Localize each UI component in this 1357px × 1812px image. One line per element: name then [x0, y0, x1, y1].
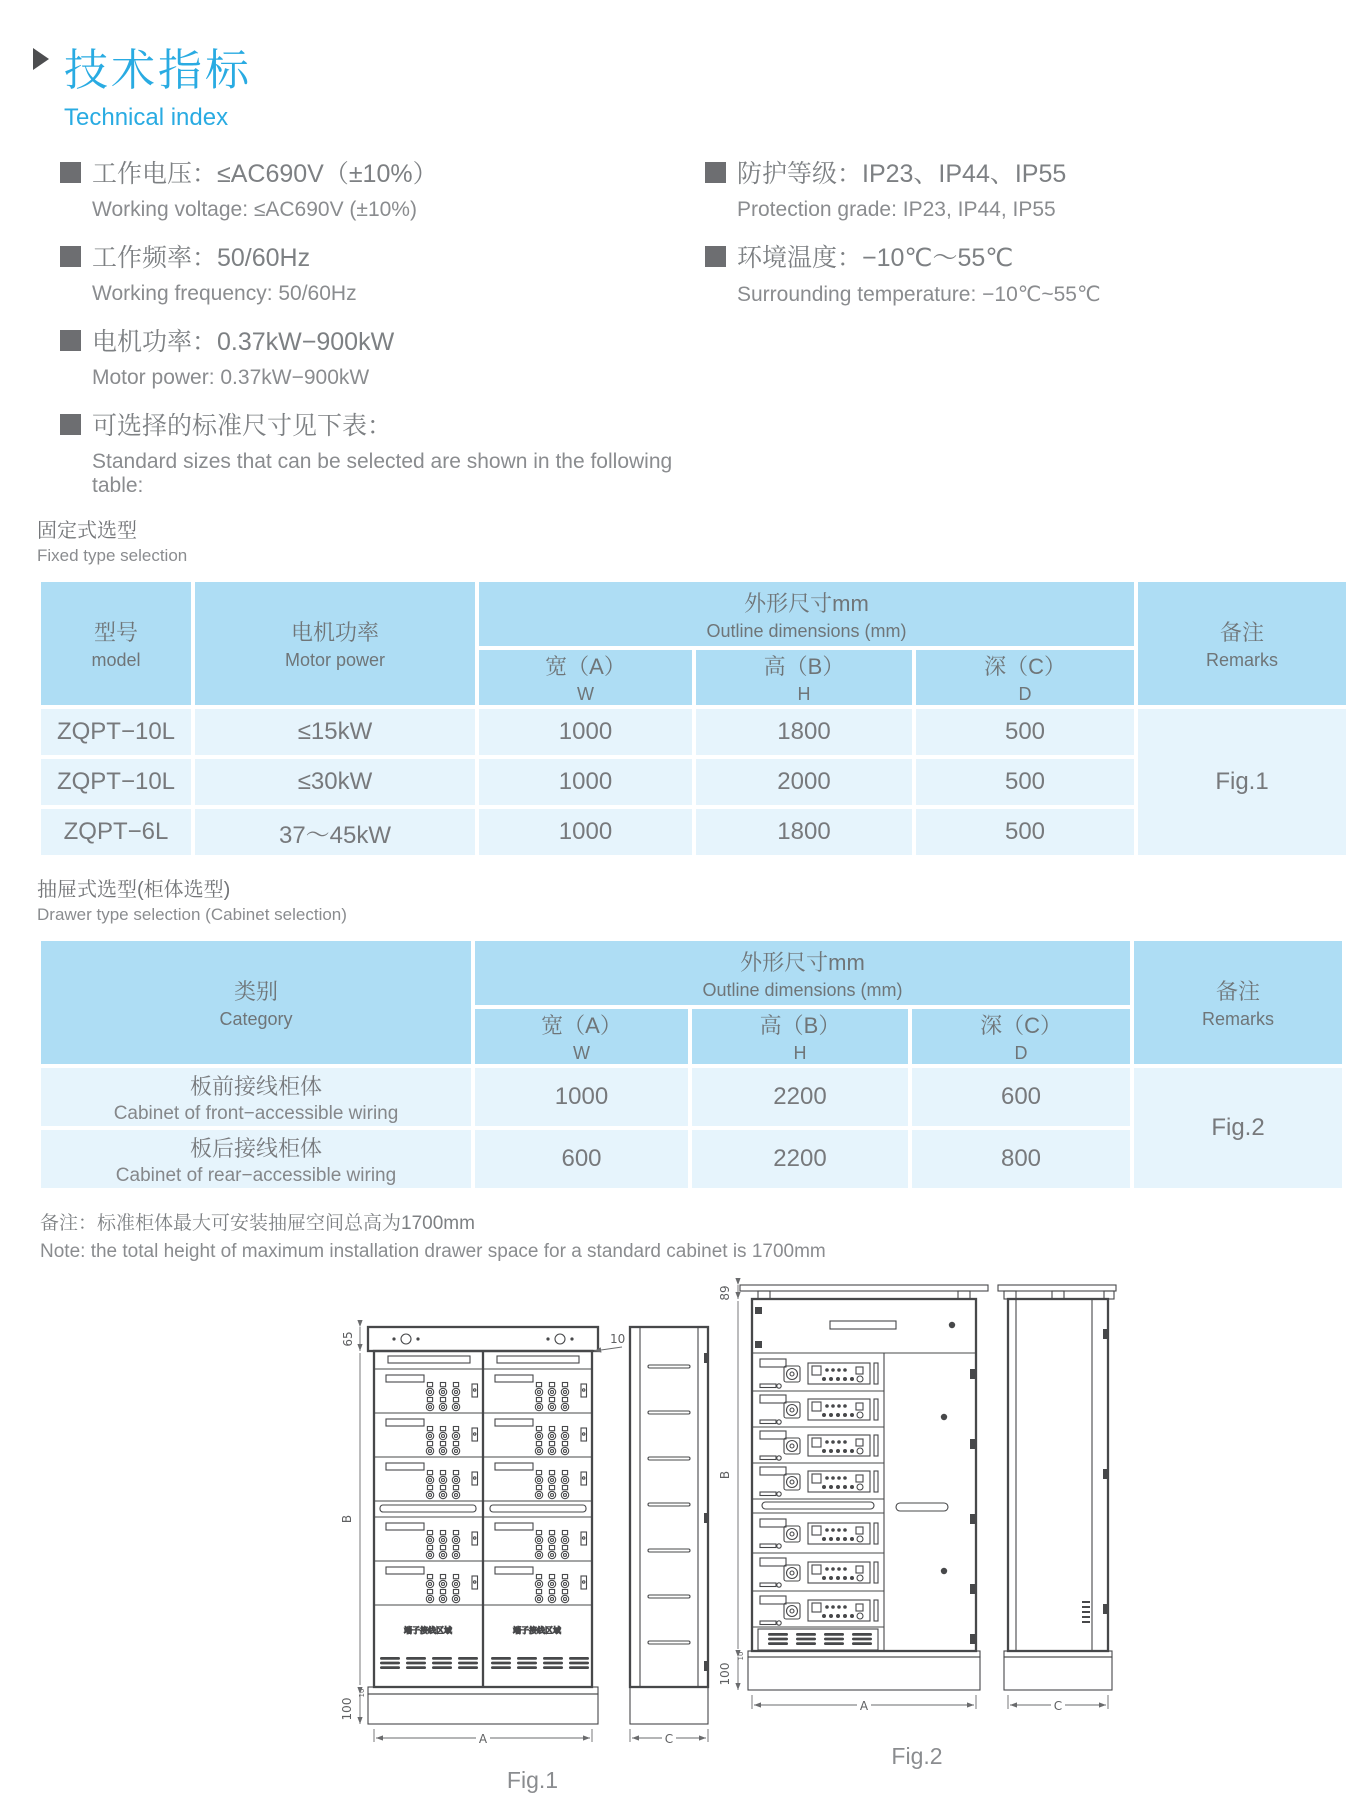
- cell-height: 1800: [696, 709, 912, 755]
- spec-column-left: [60, 154, 680, 498]
- cell-power: ≤15kW: [195, 709, 475, 755]
- col-header-category: 类别 Category: [41, 941, 471, 1064]
- spec-en-text: Working voltage: ≤AC690V (±10%): [92, 198, 417, 221]
- col-header-motor-power: 电机功率 Motor power: [195, 582, 475, 705]
- fig1-terminal-area-label: 端子接线区域: [404, 1626, 452, 1635]
- spec-standard-sizes-intro: [60, 406, 680, 498]
- col-header-outline-dimensions: 外形尺寸mm Outline dimensions (mm): [475, 941, 1130, 1005]
- cell-width: 1000: [479, 809, 692, 855]
- spec-cn-text: 电机功率：0.37kW−900kW: [92, 328, 395, 356]
- cell-remarks: Fig.1: [1138, 709, 1346, 855]
- square-bullet-icon: [60, 330, 81, 351]
- fig1-dim-height: B: [340, 1514, 354, 1524]
- fig1-block: [330, 1313, 735, 1794]
- section-drawer-type: [37, 873, 1357, 925]
- section-label-cn: 固定式选型: [37, 520, 137, 542]
- col-header-remarks: 备注 Remarks: [1138, 582, 1346, 705]
- section-label-cn: 抽屉式选型(柜体选型): [37, 879, 231, 901]
- spec-list: [60, 154, 1320, 498]
- square-bullet-icon: [705, 246, 726, 267]
- spec-motor-power: [60, 322, 680, 390]
- col-header-remarks: 备注 Remarks: [1134, 941, 1342, 1064]
- col-header-width: 宽（A） W: [479, 650, 692, 705]
- spec-en-text: Surrounding temperature: −10℃~55℃: [737, 283, 1101, 306]
- cell-model: ZQPT−6L: [41, 809, 191, 855]
- table-row: [41, 1068, 1342, 1126]
- cell-category: 板后接线柜体 Cabinet of rear−accessible wiring: [41, 1130, 471, 1188]
- cell-power: ≤30kW: [195, 759, 475, 805]
- col-header-outline-dimensions: 外形尺寸mm Outline dimensions (mm): [479, 582, 1134, 646]
- note-en: Note: the total height of maximum installation drawer space for a standard cabinet is 1700mm: [40, 1241, 826, 1262]
- fig1-side-view: [630, 1327, 709, 1724]
- spec-working-frequency: [60, 238, 680, 306]
- note-cn: 备注：标准柜体最大可安装抽屉空间总高为1700mm: [40, 1213, 475, 1234]
- cell-depth: 800: [912, 1130, 1130, 1188]
- cell-depth: 500: [916, 759, 1134, 805]
- table-note: [40, 1208, 1357, 1263]
- cell-width: 1000: [479, 759, 692, 805]
- fig2-dim-depth: C: [1053, 1699, 1063, 1713]
- cell-power: 37～45kW: [195, 809, 475, 855]
- square-bullet-icon: [60, 162, 81, 183]
- cell-width: 1000: [475, 1068, 688, 1126]
- table-row: [41, 709, 1346, 755]
- fig2-block: [712, 1269, 1122, 1770]
- fig1-terminal-area-label: 端子接线区域: [513, 1626, 561, 1635]
- col-header-height: 高（B） H: [696, 650, 912, 705]
- section-label-en: Fixed type selection: [37, 546, 188, 565]
- cell-remarks: Fig.2: [1134, 1068, 1342, 1188]
- cell-model: ZQPT−10L: [41, 759, 191, 805]
- fig1-dim-gap-bottom: 10: [358, 1688, 366, 1698]
- page-header: [0, 0, 1357, 132]
- col-header-depth: 深（C） D: [912, 1009, 1130, 1064]
- cell-model: ZQPT−10L: [41, 709, 191, 755]
- cell-height: 2000: [696, 759, 912, 805]
- cell-width: 1000: [479, 709, 692, 755]
- fig2-drawing: [712, 1269, 1122, 1734]
- fig1-dim-top: 65: [341, 1331, 355, 1347]
- cell-category: 板前接线柜体 Cabinet of front−accessible wiring: [41, 1068, 471, 1126]
- spec-column-right: [705, 154, 1305, 323]
- fig2-dim-top: 89: [718, 1285, 732, 1301]
- spec-cn-text: 工作频率：50/60Hz: [92, 244, 311, 272]
- spec-en-text: Standard sizes that can be selected are shown in the following table:: [92, 450, 673, 497]
- spec-working-voltage: [60, 154, 680, 222]
- cell-depth: 500: [916, 809, 1134, 855]
- fig1-dimensions: [340, 1327, 708, 1746]
- triangle-bullet-icon: [33, 48, 49, 70]
- fig2-side-view: [998, 1285, 1116, 1690]
- fixed-type-table: [37, 578, 1350, 859]
- fig1-dim-gap-top: 10: [610, 1332, 626, 1346]
- fig1-drawing: [330, 1313, 735, 1758]
- fig2-dim-plinth: 100: [718, 1662, 732, 1686]
- fig2-dim-width: A: [859, 1699, 869, 1713]
- page-title-en: Technical index: [64, 104, 229, 131]
- col-header-width: 宽（A） W: [475, 1009, 688, 1064]
- fig2-caption: Fig.2: [891, 1743, 943, 1769]
- spec-cn-text: 防护等级：IP23、IP44、IP55: [737, 160, 1067, 188]
- fig1-dim-plinth: 100: [340, 1697, 354, 1721]
- col-header-depth: 深（C） D: [916, 650, 1134, 705]
- square-bullet-icon: [705, 162, 726, 183]
- col-header-model: 型号 model: [41, 582, 191, 705]
- spec-en-text: Protection grade: IP23, IP44, IP55: [737, 198, 1056, 221]
- cell-depth: 600: [912, 1068, 1130, 1126]
- spec-surrounding-temperature: [705, 238, 1305, 307]
- square-bullet-icon: [60, 414, 81, 435]
- fig1-caption: Fig.1: [506, 1767, 559, 1793]
- fig1-front-view: [368, 1327, 598, 1724]
- page-title-cn: 技术指标: [64, 46, 252, 95]
- fig2-front-view: [740, 1285, 988, 1690]
- spec-protection-grade: [705, 154, 1305, 222]
- square-bullet-icon: [60, 246, 81, 267]
- drawer-type-table: [37, 937, 1346, 1192]
- spec-en-text: Working frequency: 50/60Hz: [92, 282, 357, 305]
- spec-cn-text: 工作电压：≤AC690V（±10%）: [92, 160, 438, 188]
- fig1-dim-depth: C: [664, 1732, 674, 1746]
- cell-depth: 500: [916, 709, 1134, 755]
- cell-height: 2200: [692, 1068, 908, 1126]
- cell-height: 1800: [696, 809, 912, 855]
- cell-width: 600: [475, 1130, 688, 1188]
- fig1-dim-width: A: [478, 1732, 488, 1746]
- cell-height: 2200: [692, 1130, 908, 1188]
- section-fixed-type: [37, 514, 1357, 566]
- spec-cn-text: 可选择的标准尺寸见下表：: [92, 412, 393, 440]
- section-label-en: Drawer type selection (Cabinet selection): [37, 905, 347, 924]
- figures-area: [0, 1267, 1357, 1812]
- spec-en-text: Motor power: 0.37kW−900kW: [92, 366, 370, 389]
- fig2-dim-height: B: [718, 1470, 732, 1480]
- spec-cn-text: 环境温度：−10℃～55℃: [737, 244, 1014, 272]
- fig2-dim-gap-bottom: 10: [737, 1651, 745, 1661]
- col-header-height: 高（B） H: [692, 1009, 908, 1064]
